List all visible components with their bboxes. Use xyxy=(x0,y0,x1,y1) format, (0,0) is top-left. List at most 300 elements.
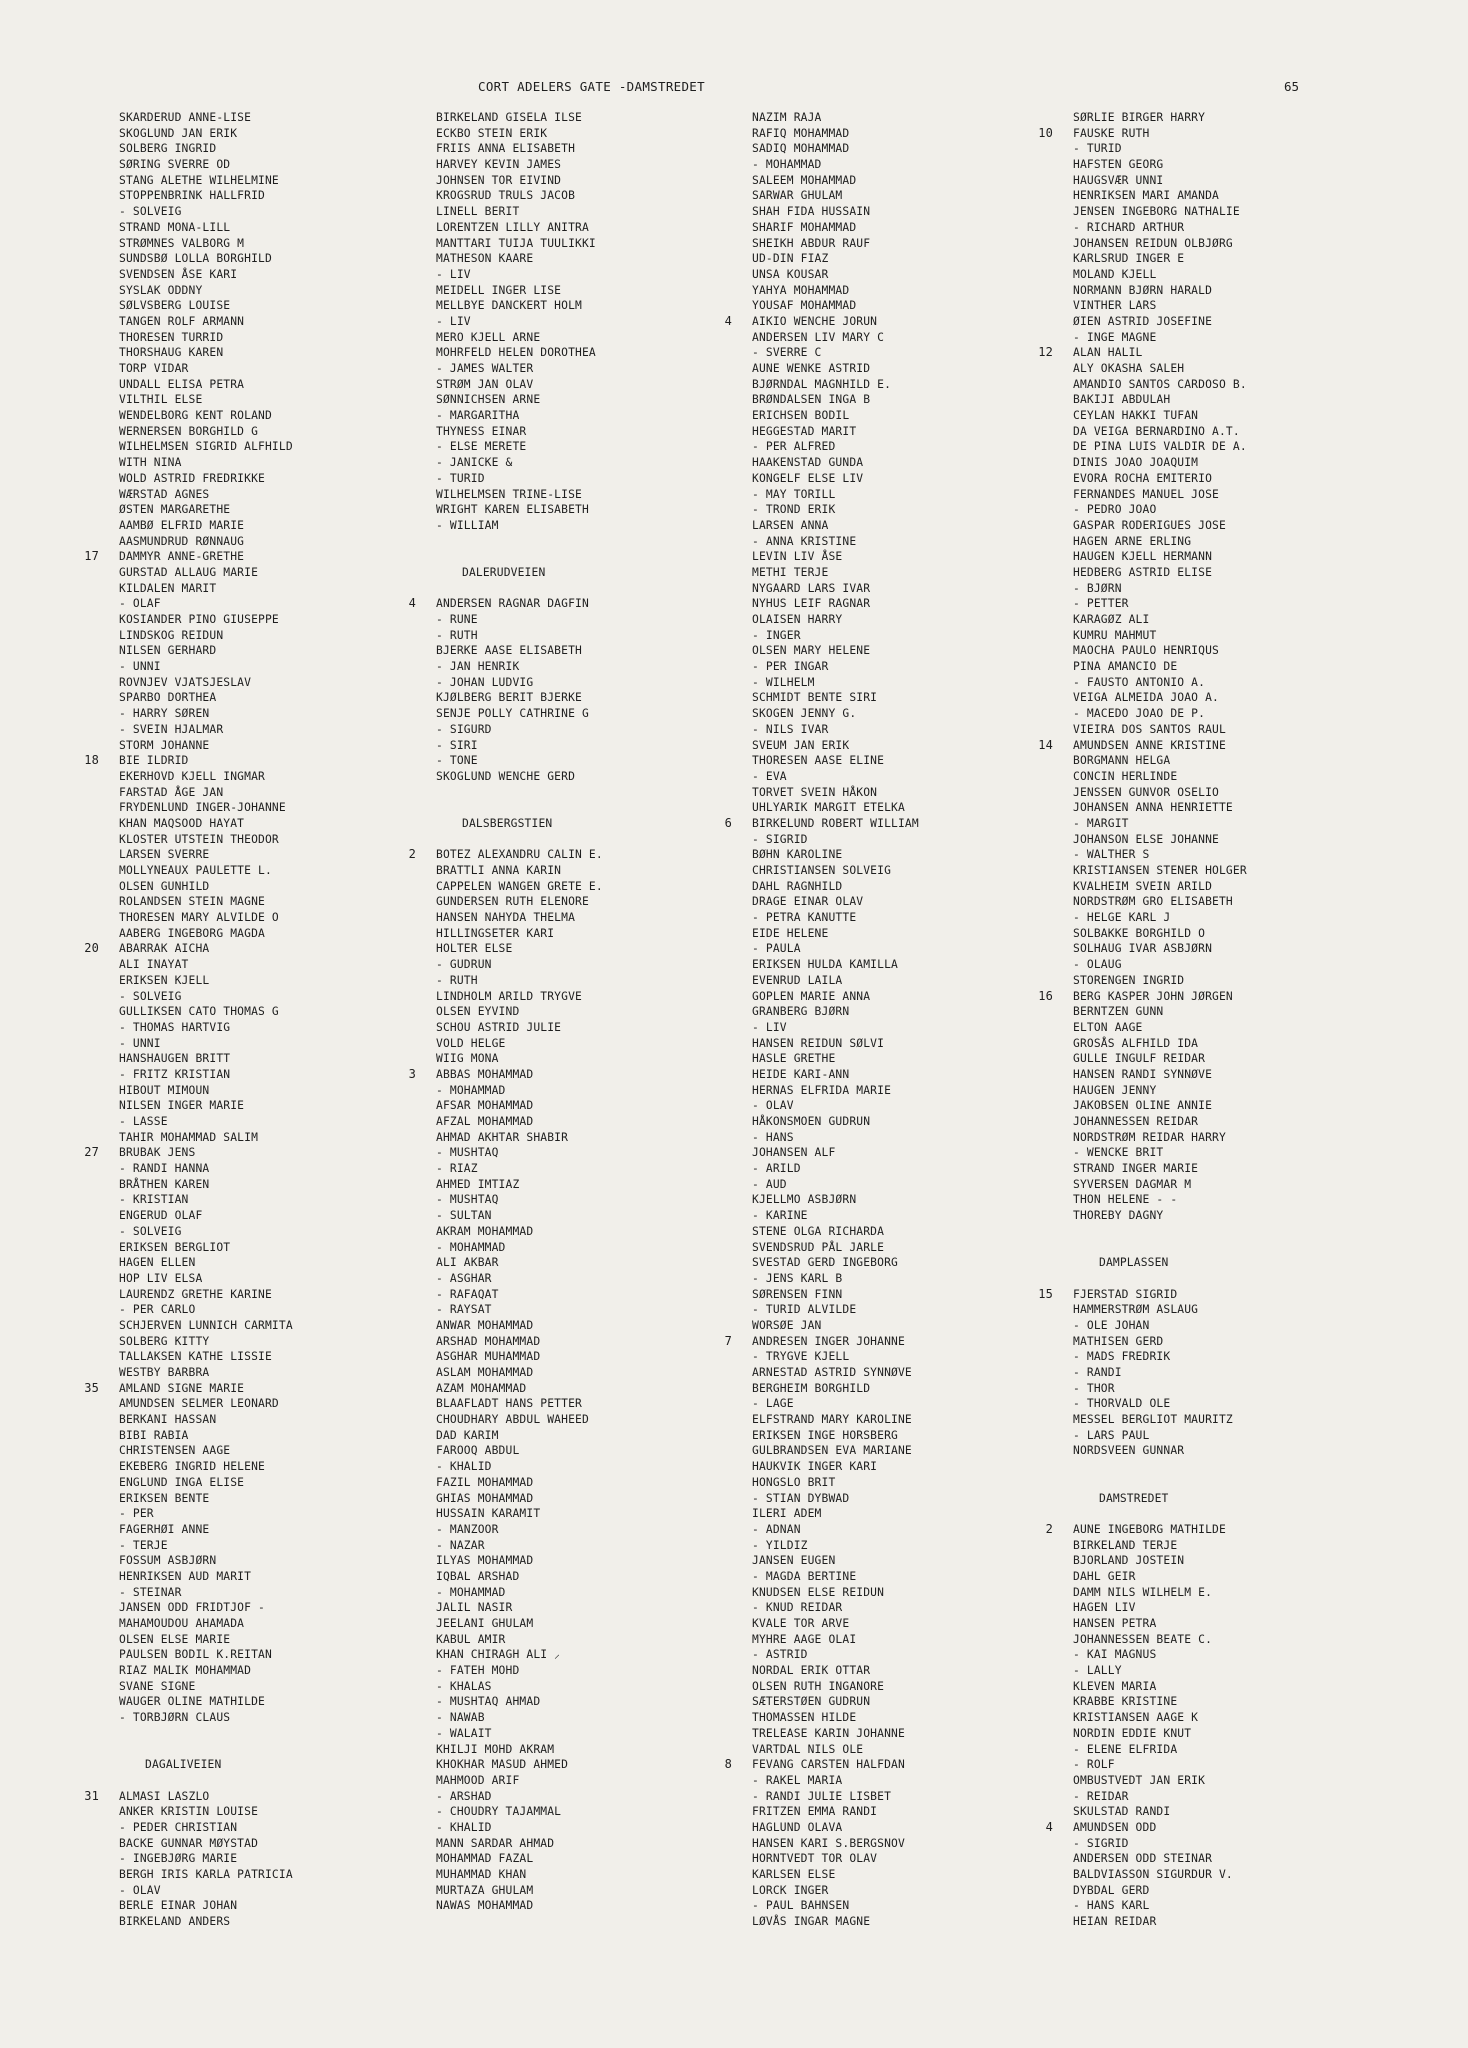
resident-entry xyxy=(1073,1067,1373,1083)
resident-name: BRATTLI ANNA KARIN xyxy=(436,864,562,877)
resident-name: THOMASSEN HILDE xyxy=(752,1711,857,1725)
resident-name: - LASSE xyxy=(119,1115,168,1128)
blank-line xyxy=(1073,1459,1373,1475)
resident-entry xyxy=(119,1161,419,1177)
resident-entry xyxy=(119,1177,419,1193)
resident-name: KARAGØZ ALI xyxy=(1073,613,1150,626)
resident-entry xyxy=(1073,753,1373,769)
resident-name: FEVANG CARSTEN HALFDAN xyxy=(752,1758,905,1772)
resident-name: SKOGLUND JAN ERIK xyxy=(119,126,238,140)
resident-name: HEGGESTAD MARIT xyxy=(752,424,857,438)
resident-name: HORNTVEDT TOR OLAV xyxy=(752,1852,878,1866)
resident-entry xyxy=(1073,1334,1373,1350)
resident-name: - LARS PAUL xyxy=(1073,1428,1150,1442)
resident-entry xyxy=(1073,1428,1373,1444)
resident-entry xyxy=(752,267,1052,283)
resident-name: SPARBO DORTHEA xyxy=(119,691,217,705)
resident-name: - OLAUG xyxy=(1073,958,1122,972)
resident-entry xyxy=(436,879,736,895)
resident-entry xyxy=(84,1380,419,1397)
resident-name: WAUGER OLINE MATHILDE xyxy=(119,1695,265,1709)
resident-name: ASLAM MOHAMMAD xyxy=(436,1366,534,1379)
resident-name: EIDE HELENE xyxy=(752,926,829,940)
resident-name: MEIDELL INGER LISE xyxy=(436,283,562,297)
resident-name: MOHRFELD HELEN DOROTHEA xyxy=(436,346,596,360)
resident-name: - FRITZ KRISTIAN xyxy=(119,1067,231,1081)
house-number: 20 xyxy=(84,941,99,956)
resident-entry xyxy=(752,1600,1052,1616)
resident-entry xyxy=(436,1663,736,1679)
resident-name: BERG KASPER JOHN JØRGEN xyxy=(1073,989,1233,1003)
resident-name: FERNANDES MANUEL JOSE xyxy=(1073,487,1219,501)
resident-name: JALIL NASIR xyxy=(436,1601,513,1615)
resident-entry xyxy=(119,157,419,173)
resident-name: - EVA xyxy=(752,769,787,783)
resident-entry xyxy=(408,1066,736,1083)
resident-entry xyxy=(1073,1585,1373,1601)
resident-name: YAHYA MOHAMMAD xyxy=(752,283,850,297)
resident-name: LORCK INGER xyxy=(752,1883,829,1897)
resident-name: KONGELF ELSE LIV xyxy=(752,471,864,485)
resident-entry xyxy=(119,581,419,597)
resident-name: ELTON AAGE xyxy=(1073,1020,1143,1034)
resident-entry xyxy=(752,1459,1052,1475)
resident-name: - KHALID xyxy=(436,1820,492,1834)
street-name: DAMSTREDET xyxy=(1099,1491,1169,1505)
resident-name: SCHOU ASTRID JULIE xyxy=(436,1020,562,1034)
resident-entry xyxy=(752,1271,1052,1287)
resident-name: - MARGARITHA xyxy=(436,409,520,423)
resident-name: - TERJE xyxy=(119,1538,168,1552)
resident-name: HANSEN NAHYDA THELMA xyxy=(436,911,576,925)
resident-entry xyxy=(119,471,419,487)
resident-name: SYSLAK ODDNY xyxy=(119,283,203,297)
street-heading xyxy=(119,1757,419,1773)
resident-name: SVENDSRUD PÅL JARLE xyxy=(752,1240,885,1254)
resident-name: - REIDAR xyxy=(1073,1789,1129,1803)
resident-name: JOHANSON ELSE JOHANNE xyxy=(1073,832,1219,846)
resident-entry xyxy=(1073,722,1373,738)
resident-name: OLSEN RUTH INGANORE xyxy=(752,1679,885,1693)
resident-name: WOLD ASTRID FREDRIKKE xyxy=(119,471,265,485)
resident-entry xyxy=(1073,1051,1373,1067)
resident-name: - ASTRID xyxy=(752,1648,808,1662)
resident-name: BOTEZ ALEXANDRU CALIN E. xyxy=(436,848,603,862)
resident-entry xyxy=(1073,424,1373,440)
resident-name: AKRAM MOHAMMAD xyxy=(436,1224,534,1238)
resident-entry xyxy=(119,832,419,848)
resident-name: THORESEN TURRID xyxy=(119,330,224,344)
resident-name: RIAZ MALIK MOHAMMAD xyxy=(119,1664,252,1678)
resident-entry xyxy=(1073,1789,1373,1805)
resident-name: HENRIKSEN MARI AMANDA xyxy=(1073,189,1219,203)
resident-entry xyxy=(436,267,736,283)
resident-name: NORDAL ERIK OTTAR xyxy=(752,1664,871,1678)
resident-name: MOLAND KJELL xyxy=(1073,267,1157,281)
resident-name: THORESEN MARY ALVILDE O xyxy=(119,911,279,925)
resident-entry xyxy=(436,894,736,910)
resident-name: - TRYGVE KJELL xyxy=(752,1350,850,1364)
resident-entry xyxy=(752,1475,1052,1491)
resident-entry xyxy=(436,1773,736,1789)
house-number: 7 xyxy=(724,1333,732,1348)
resident-entry xyxy=(1073,1804,1373,1820)
resident-entry xyxy=(752,1522,1052,1538)
resident-entry xyxy=(119,722,419,738)
house-number: 16 xyxy=(1038,988,1053,1003)
resident-name: HOP LIV ELSA xyxy=(119,1271,203,1285)
resident-entry xyxy=(752,1585,1052,1601)
house-number: 2 xyxy=(408,847,416,862)
resident-entry xyxy=(436,157,736,173)
resident-entry xyxy=(436,1381,736,1397)
resident-name: AFZAL MOHAMMAD xyxy=(436,1115,534,1128)
resident-name: JANSEN EUGEN xyxy=(752,1554,836,1568)
resident-entry xyxy=(119,1130,419,1146)
resident-entry xyxy=(724,1757,1052,1773)
resident-name: NORDSTRØM REIDAR HARRY xyxy=(1073,1130,1226,1144)
resident-entry xyxy=(119,989,419,1005)
resident-name: HANSEN REIDUN SØLVI xyxy=(752,1036,885,1050)
resident-name: - SOLVEIG xyxy=(119,1224,182,1238)
resident-name: VINTHER LARS xyxy=(1073,299,1157,313)
resident-name: HAUKVIK INGER KARI xyxy=(752,1460,878,1474)
street-heading xyxy=(436,816,736,832)
resident-name: DAD KARIM xyxy=(436,1428,499,1442)
resident-name: BERNTZEN GUNN xyxy=(1073,1005,1164,1019)
resident-name: AABERG INGEBORG MAGDA xyxy=(119,926,265,940)
resident-entry xyxy=(1073,1647,1373,1663)
house-number: 4 xyxy=(408,596,416,611)
resident-entry xyxy=(752,424,1052,440)
resident-name: - MAY TORILL xyxy=(752,487,836,501)
resident-name: ANKER KRISTIN LOUISE xyxy=(119,1805,259,1819)
resident-name: NAWAS MOHAMMAD xyxy=(436,1899,534,1913)
resident-name: - OLE JOHAN xyxy=(1073,1318,1150,1332)
resident-entry xyxy=(752,628,1052,644)
resident-name: ABARRAK AICHA xyxy=(119,942,210,956)
resident-entry xyxy=(119,1318,419,1334)
house-number: 10 xyxy=(1038,125,1053,140)
house-number: 17 xyxy=(84,549,99,564)
resident-entry xyxy=(1073,800,1373,816)
resident-name: THON HELENE - - xyxy=(1073,1193,1178,1207)
resident-entry xyxy=(119,1616,419,1632)
resident-name: - RANDI xyxy=(1073,1366,1122,1379)
resident-name: - TURID xyxy=(1073,142,1122,156)
resident-name: BIE ILDRID xyxy=(119,754,189,768)
resident-entry xyxy=(724,313,1052,330)
resident-name: JAKOBSEN OLINE ANNIE xyxy=(1073,1099,1213,1113)
resident-entry xyxy=(436,1538,736,1554)
resident-entry xyxy=(1073,1569,1373,1585)
resident-entry xyxy=(119,424,419,440)
resident-name: BERGH IRIS KARLA PATRICIA xyxy=(119,1868,293,1881)
resident-entry xyxy=(1073,1020,1373,1036)
resident-entry xyxy=(1073,439,1373,455)
resident-name: UHLYARIK MARGIT ETELKA xyxy=(752,801,905,815)
resident-entry xyxy=(1073,596,1373,612)
house-number: 2 xyxy=(1045,1521,1053,1536)
resident-entry xyxy=(119,455,419,471)
resident-entry xyxy=(752,1098,1052,1114)
resident-entry xyxy=(1073,1208,1373,1224)
resident-entry xyxy=(1073,926,1373,942)
resident-name: AMUNDSEN ODD xyxy=(1073,1820,1157,1834)
resident-entry xyxy=(436,1192,736,1208)
resident-name: BACKE GUNNAR MØYSTAD xyxy=(119,1836,259,1850)
resident-entry xyxy=(1073,1381,1373,1397)
resident-entry xyxy=(119,1114,419,1130)
resident-name: - SIGRID xyxy=(752,832,808,846)
resident-entry xyxy=(1073,549,1373,565)
resident-entry xyxy=(119,1192,419,1208)
resident-name: ANDERSEN LIV MARY C xyxy=(752,330,885,344)
resident-entry xyxy=(119,1443,419,1459)
resident-name: - HELGE KARL J xyxy=(1073,911,1171,925)
house-number: 15 xyxy=(1038,1286,1053,1301)
resident-name: UNSA KOUSAR xyxy=(752,267,829,281)
resident-name: SCHJERVEN LUNNICH CARMITA xyxy=(119,1318,293,1332)
resident-name: WESTBY BARBRA xyxy=(119,1366,210,1379)
resident-entry xyxy=(436,330,736,346)
resident-entry xyxy=(752,1491,1052,1507)
resident-entry xyxy=(752,1224,1052,1240)
resident-entry xyxy=(752,1381,1052,1397)
resident-entry xyxy=(1073,1192,1373,1208)
resident-entry xyxy=(752,847,1052,863)
resident-name: JENSEN INGEBORG NATHALIE xyxy=(1073,205,1240,219)
resident-entry xyxy=(1073,455,1373,471)
resident-name: LORENTZEN LILLY ANITRA xyxy=(436,220,589,234)
page-header xyxy=(0,79,1468,99)
resident-entry xyxy=(119,1240,419,1256)
house-number: 6 xyxy=(724,815,732,830)
resident-name: METHI TERJE xyxy=(752,565,829,579)
resident-name: JANSEN ODD FRIDTJOF - xyxy=(119,1601,265,1615)
resident-entry xyxy=(436,1836,736,1852)
resident-entry xyxy=(436,973,736,989)
resident-entry xyxy=(436,188,736,204)
resident-name: SØRENSEN FINN xyxy=(752,1287,843,1301)
resident-entry xyxy=(1073,392,1373,408)
resident-name: HAGEN LIV xyxy=(1073,1601,1136,1615)
resident-name: - MUSHTAQ AHMAD xyxy=(436,1695,541,1709)
resident-name: OLSEN GUNHILD xyxy=(119,879,210,893)
resident-name: - RANDI HANNA xyxy=(119,1162,210,1176)
resident-entry xyxy=(1073,141,1373,157)
resident-entry xyxy=(1073,110,1373,126)
resident-name: DE PINA LUIS VALDIR DE A. xyxy=(1073,440,1247,454)
resident-entry xyxy=(1073,1114,1373,1130)
resident-entry xyxy=(436,283,736,299)
resident-entry xyxy=(436,204,736,220)
resident-entry xyxy=(436,1255,736,1271)
resident-entry xyxy=(436,1412,736,1428)
resident-entry xyxy=(119,1475,419,1491)
resident-entry xyxy=(119,1271,419,1287)
resident-name: - ROLF xyxy=(1073,1758,1115,1772)
resident-entry xyxy=(436,1569,736,1585)
resident-entry xyxy=(436,173,736,189)
resident-entry xyxy=(436,1585,736,1601)
resident-name: HAAKENSTAD GUNDA xyxy=(752,456,864,470)
resident-entry xyxy=(752,298,1052,314)
resident-entry xyxy=(1073,487,1373,503)
resident-entry xyxy=(1073,1443,1373,1459)
resident-name: BIRKELAND ANDERS xyxy=(119,1915,231,1929)
resident-name: HENRIKSEN AUD MARIT xyxy=(119,1569,252,1583)
resident-entry xyxy=(119,1302,419,1318)
resident-entry xyxy=(119,910,419,926)
resident-entry xyxy=(752,330,1052,346)
resident-name: BAKIJI ABDULAH xyxy=(1073,393,1171,407)
resident-name: SHARIF MOHAMMAD xyxy=(752,220,857,234)
resident-entry xyxy=(1073,659,1373,675)
resident-entry xyxy=(1073,1130,1373,1146)
resident-name: SKULSTAD RANDI xyxy=(1073,1805,1171,1819)
resident-name: KILDALEN MARIT xyxy=(119,581,217,595)
resident-name: GOPLEN MARIE ANNA xyxy=(752,989,871,1003)
resident-name: HANSEN KARI S.BERGSNOV xyxy=(752,1836,905,1850)
resident-name: HANSEN PETRA xyxy=(1073,1617,1157,1630)
resident-name: - WENCKE BRIT xyxy=(1073,1146,1164,1160)
house-number: 4 xyxy=(1045,1819,1053,1834)
resident-entry xyxy=(119,1522,419,1538)
resident-entry xyxy=(752,1349,1052,1365)
blank-line xyxy=(119,1773,419,1789)
resident-name: - ASGHAR xyxy=(436,1271,492,1285)
resident-entry xyxy=(119,565,419,581)
resident-entry xyxy=(436,1475,736,1491)
resident-entry xyxy=(119,377,419,393)
resident-entry xyxy=(119,392,419,408)
resident-name: SHEIKH ABDUR RAUF xyxy=(752,236,871,250)
resident-name: - OLAV xyxy=(119,1883,161,1897)
resident-name: HAUGSVÆR UNNI xyxy=(1073,173,1164,187)
resident-entry xyxy=(752,283,1052,299)
resident-entry xyxy=(752,612,1052,628)
resident-name: ABBAS MOHAMMAD xyxy=(436,1067,534,1081)
resident-entry xyxy=(436,738,736,754)
resident-entry xyxy=(436,1867,736,1883)
resident-name: BØHN KAROLINE xyxy=(752,848,843,862)
resident-name: EVENRUD LAILA xyxy=(752,973,843,987)
resident-entry xyxy=(752,377,1052,393)
resident-name: NILSEN GERHARD xyxy=(119,644,217,658)
resident-entry xyxy=(752,941,1052,957)
resident-name: NORDSTRØM GRO ELISABETH xyxy=(1073,895,1233,909)
resident-name: ERIKSEN INGE HORSBERG xyxy=(752,1428,898,1442)
resident-name: MOLLYNEAUX PAULETTE L. xyxy=(119,864,272,877)
resident-entry xyxy=(752,1177,1052,1193)
resident-name: - MUSHTAQ xyxy=(436,1193,499,1207)
resident-entry xyxy=(752,455,1052,471)
resident-name: HEIDE KARI-ANN xyxy=(752,1067,850,1081)
resident-entry xyxy=(119,439,419,455)
house-number: 12 xyxy=(1038,345,1053,360)
resident-entry xyxy=(752,973,1052,989)
resident-name: IQBAL ARSHAD xyxy=(436,1569,520,1583)
resident-name: TORP VIDAR xyxy=(119,362,189,375)
resident-name: LARSEN ANNA xyxy=(752,518,829,532)
resident-name: SHAH FIDA HUSSAIN xyxy=(752,205,871,219)
resident-entry xyxy=(436,1804,736,1820)
resident-name: - PER ALFRED xyxy=(752,440,836,454)
resident-name: BJØRNDAL MAGNHILD E. xyxy=(752,377,892,391)
resident-entry xyxy=(752,173,1052,189)
resident-entry xyxy=(752,706,1052,722)
resident-entry xyxy=(1073,1836,1373,1852)
resident-entry xyxy=(1073,1914,1373,1930)
resident-entry xyxy=(752,1553,1052,1569)
resident-entry xyxy=(436,1789,736,1805)
resident-entry xyxy=(752,1647,1052,1663)
resident-name: ANWAR MOHAMMAD xyxy=(436,1318,534,1332)
resident-name: ERIKSEN KJELL xyxy=(119,973,210,987)
resident-name: MAHAMOUDOU AHAMADA xyxy=(119,1617,245,1630)
resident-name: - ARILD xyxy=(752,1162,801,1176)
resident-name: - TORBJØRN CLAUS xyxy=(119,1711,231,1725)
resident-name: - SVERRE C xyxy=(752,346,822,360)
resident-entry xyxy=(436,769,736,785)
resident-name: HAUGEN KJELL HERMANN xyxy=(1073,550,1213,564)
resident-name: BJERKE AASE ELISABETH xyxy=(436,644,582,658)
resident-entry xyxy=(119,204,419,220)
resident-name: WERNERSEN BORGHILD G xyxy=(119,424,259,438)
resident-name: ROVNJEV VJATSJESLAV xyxy=(119,675,252,689)
resident-name: STRAND MONA-LILL xyxy=(119,220,231,234)
resident-name: OLSEN MARY HELENE xyxy=(752,644,871,658)
resident-entry xyxy=(408,847,736,863)
resident-entry xyxy=(119,957,419,973)
resident-name: WITH NINA xyxy=(119,456,182,470)
resident-name: DAMMYR ANNE-GRETHE xyxy=(119,550,245,564)
resident-entry xyxy=(1073,847,1373,863)
resident-name: SÆTERSTØEN GUDRUN xyxy=(752,1695,871,1709)
blank-line xyxy=(1073,1475,1373,1491)
resident-name: - RANDI JULIE LISBET xyxy=(752,1789,892,1803)
resident-entry xyxy=(436,110,736,126)
resident-entry xyxy=(119,188,419,204)
resident-name: YOUSAF MOHAMMAD xyxy=(752,299,857,313)
resident-name: AUNE INGEBORG MATHILDE xyxy=(1073,1522,1226,1536)
resident-name: SVEUM JAN ERIK xyxy=(752,738,850,752)
resident-entry xyxy=(119,236,419,252)
resident-name: CHRISTENSEN AAGE xyxy=(119,1444,231,1458)
resident-name: - ANNA KRISTINE xyxy=(752,534,857,548)
resident-entry xyxy=(1073,1663,1373,1679)
resident-entry xyxy=(119,1208,419,1224)
resident-name: JEELANI GHULAM xyxy=(436,1617,534,1630)
resident-name: - MADS FREDRIK xyxy=(1073,1350,1171,1364)
resident-entry xyxy=(436,1177,736,1193)
resident-name: THORESEN AASE ELINE xyxy=(752,754,885,768)
resident-entry xyxy=(119,141,419,157)
resident-name: ASGHAR MUHAMMAD xyxy=(436,1350,541,1364)
resident-entry xyxy=(1073,957,1373,973)
resident-name: - RUNE xyxy=(436,613,478,626)
resident-name: NYGAARD LARS IVAR xyxy=(752,581,871,595)
resident-name: FOSSUM ASBJØRN xyxy=(119,1554,217,1568)
house-number: 31 xyxy=(84,1788,99,1803)
resident-entry xyxy=(752,236,1052,252)
resident-entry xyxy=(752,439,1052,455)
resident-entry xyxy=(119,361,419,377)
resident-entry xyxy=(436,1114,736,1130)
resident-entry xyxy=(119,534,419,550)
resident-entry xyxy=(1073,894,1373,910)
